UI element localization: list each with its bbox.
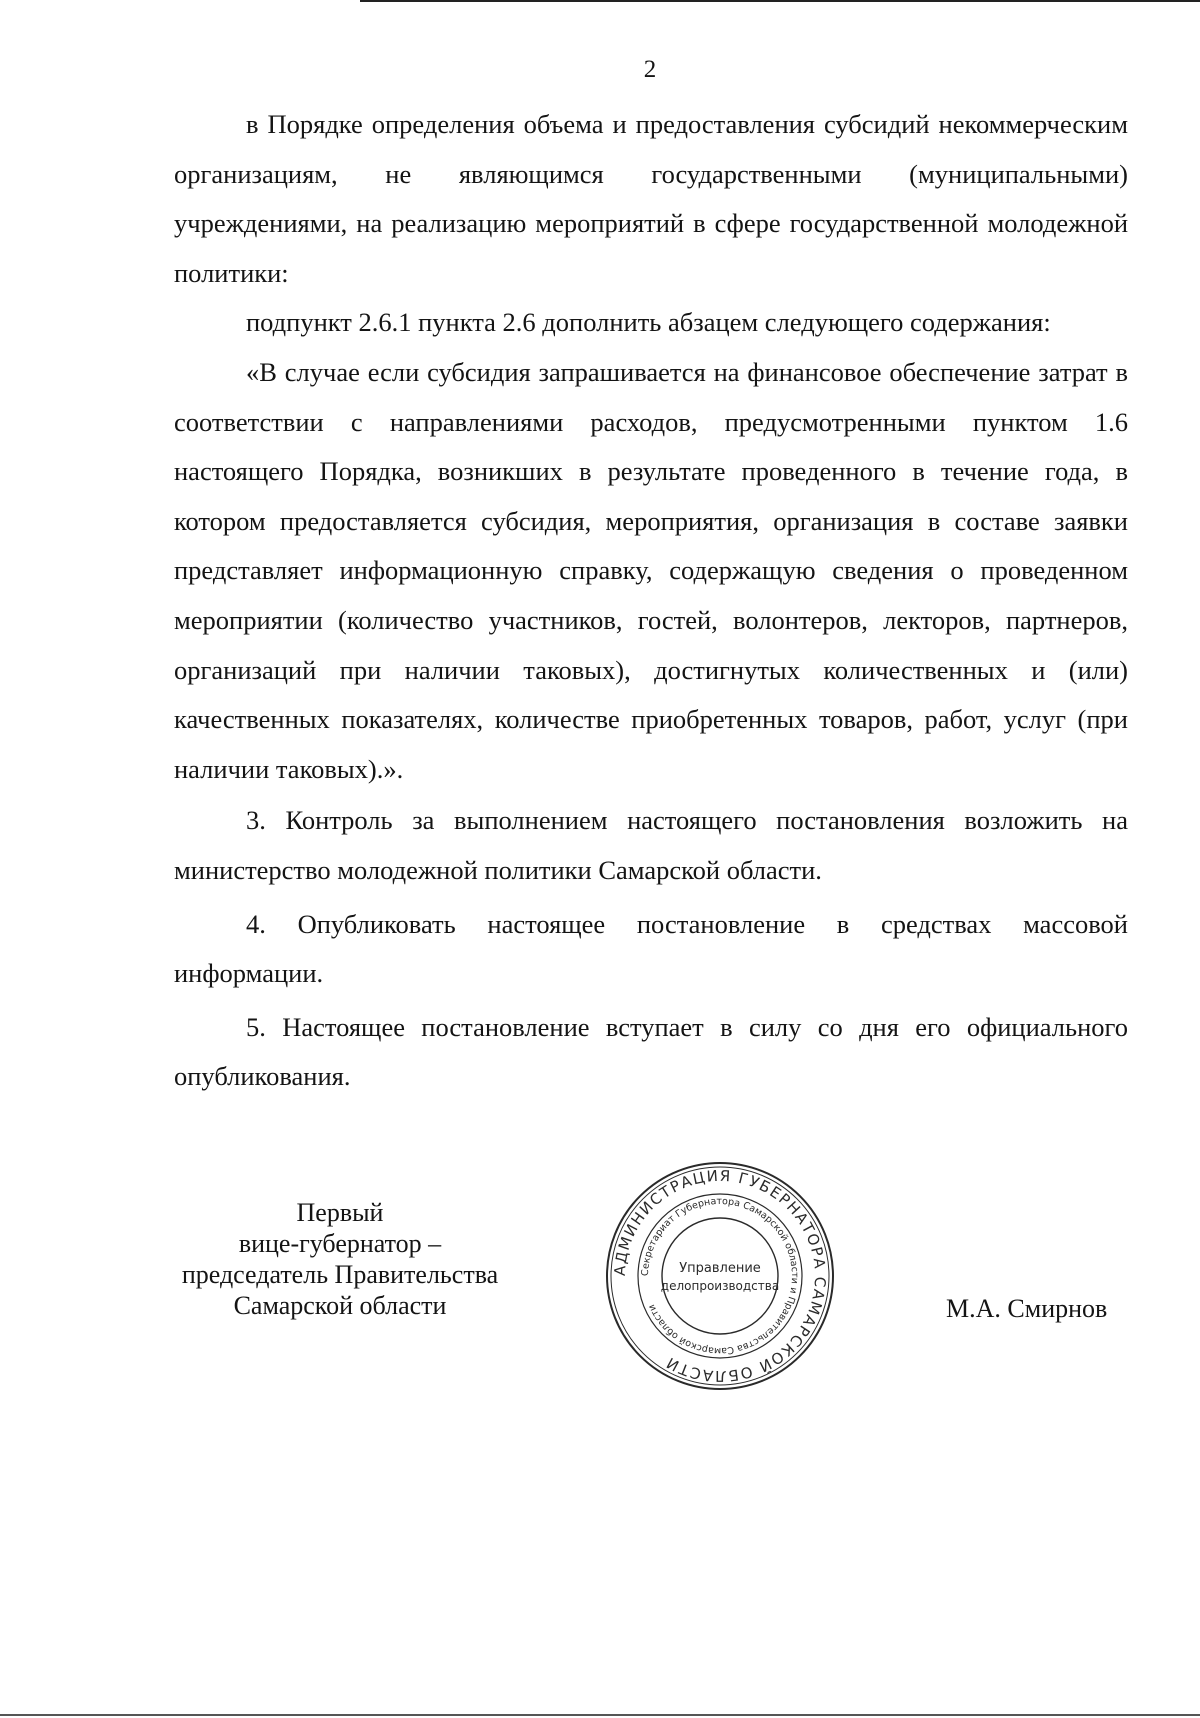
paragraph-publish: 4. Опубликовать настоящее постановление в средствах массовой информации. [174,908,1128,989]
stamp-seal-graphic [600,1156,840,1396]
document-body [174,100,1128,1102]
paragraph-quoted-text: «В случае если субсидия запрашивается на финансовое обеспечение затрат в соответствии с направлениями расходов, предусмотренными пунктом 1.6 настоящего Порядка, возникших в результате проведенного в течение года, в котором предоставляется субсидия, мероприятия, организация в составе заявки представляет информационную справку, содержащую сведения о проведенном мероприятии (количество участников, гостей, волонтеров, лекторов, партнеров, организаций при наличии таковых), достигнутых количественных и (или) качественных показателях, количестве приобретенных товаров, работ, услуг (при наличии таковых).». [174,356,1128,784]
scan-edge-top [360,0,1200,2]
svg-text:Секретариат Губернатора Самарс [640,1196,800,1356]
scan-edge-bottom [0,1714,1200,1716]
signatory-title-line: Первый [296,1198,384,1227]
stamp-center-line-2: делопроизводства [660,1279,780,1293]
signatory-title [150,1197,530,1321]
stamp-center-line-1: Управление [679,1261,761,1276]
signatory-title-line: вице-губернатор – [238,1229,442,1258]
stamp-inner-text: Секретариат Губернатора Самарской области и Правительства Самарской области [639,1195,801,1357]
signatory-name: М.А. Смирнов [946,1294,1108,1323]
paragraph-order-amendment: в Порядке определения объема и предоставления субсидий некоммерческим организациям, не являющимся государственными (муниципальными) учреждениями, на реализацию мероприятий в сфере государственной молодежной политики: [174,109,1128,288]
paragraph-effect: 5. Настоящее постановление вступает в силу со дня его официального опубликования. [174,1011,1128,1092]
signatory-title-line: председатель Правительства [181,1260,499,1289]
official-stamp [600,1156,840,1396]
signatory-title-line: Самарской области [233,1291,447,1320]
paragraph-control: 3. Контроль за выполнением настоящего постановления возложить на министерство молодежной политики Самарской области. [174,805,1128,885]
page-number: 2 [643,56,657,83]
paragraph-subpoint: подпункт 2.6.1 пункта 2.6 дополнить абзацем следующего содержания: [246,307,1051,338]
stamp-outer-text: АДМИНИСТРАЦИЯ ГУБЕРНАТОРА САМАРСКОЙ ОБЛАСТИ [610,1166,830,1386]
